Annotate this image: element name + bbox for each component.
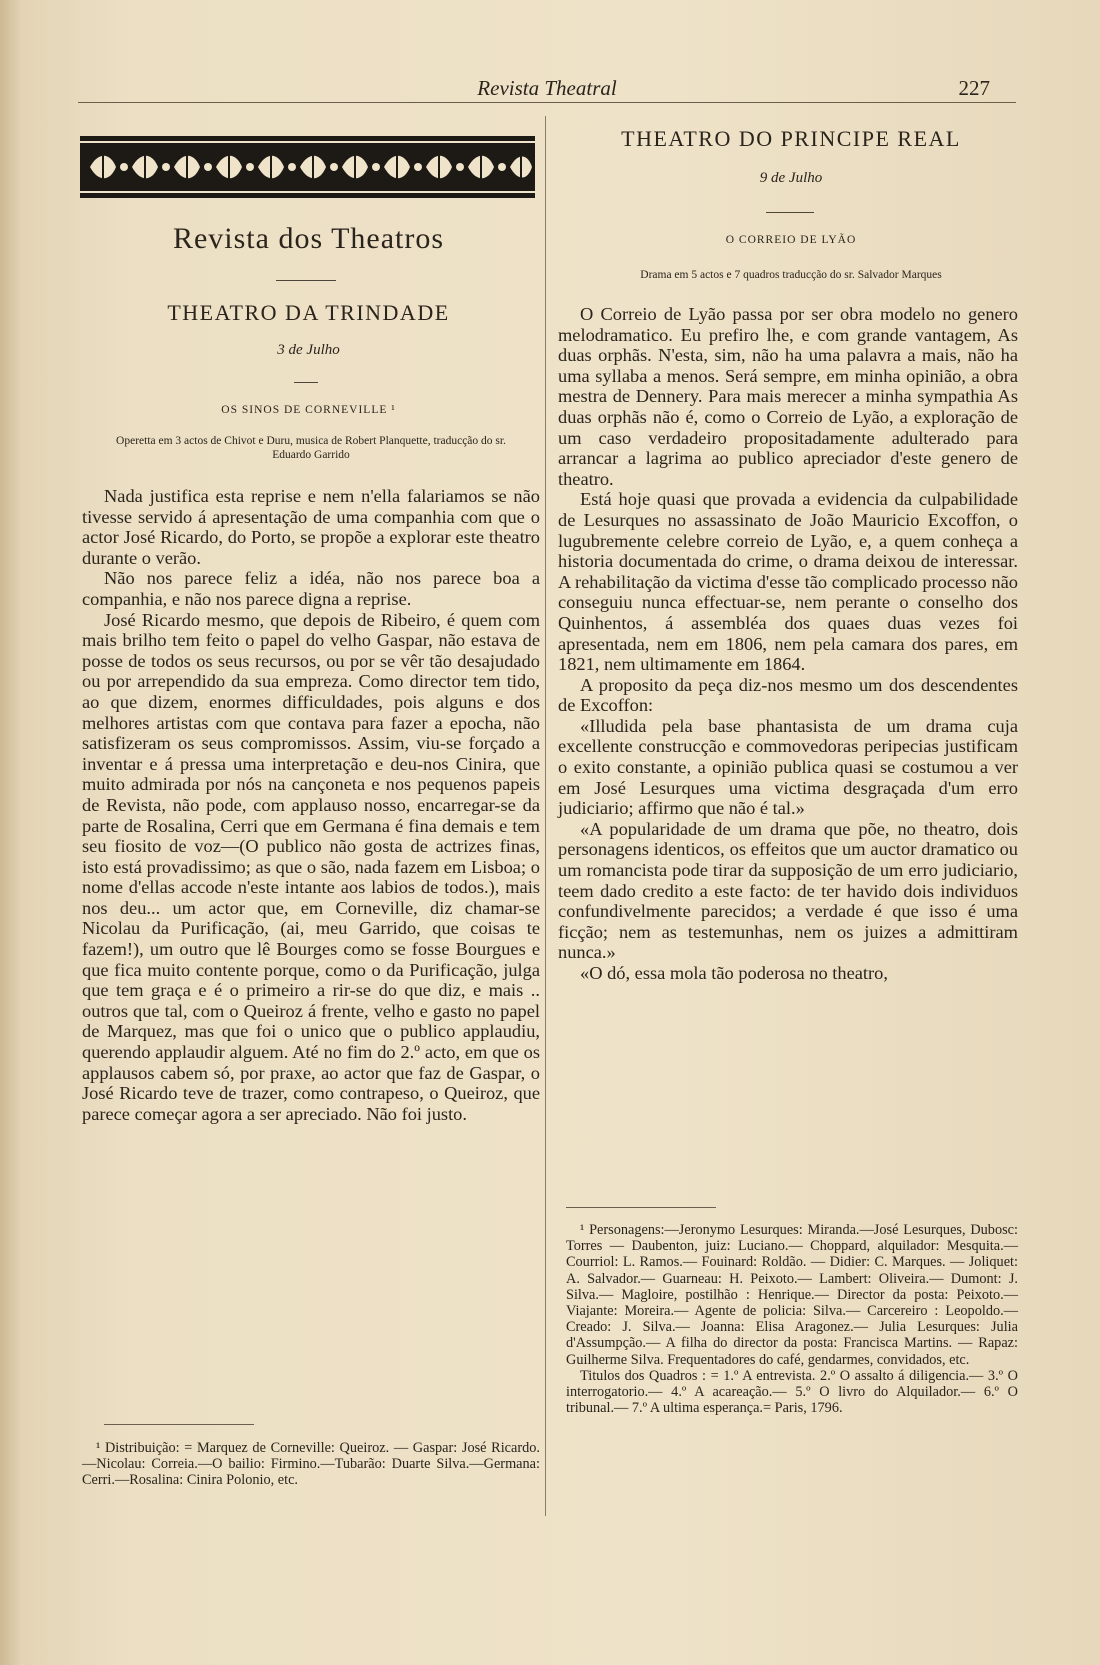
- left-play-title: OS SINOS DE CORNEVILLE ¹: [221, 404, 396, 416]
- section-title: Revista dos Theatros: [172, 222, 445, 255]
- right-theatre-title: THEATRO DO PRINCIPE REAL: [621, 126, 961, 151]
- ornamental-band: [80, 136, 535, 198]
- right-article-body: [558, 304, 1018, 984]
- right-paragraph: «A popularidade de um drama que põe, no theatro, dois personagens identicos, os effeitos que um auctor dramatico ou um romancista pode tirar da supposição de um erro judiciario, teem dado credito a este facto: de ter havido dois individuos confundivelmente parecidos; a verdade é que isso é uma ficção; nem as testemunhas, nem os juizes a admittiram nunca.»: [558, 818, 1018, 963]
- right-play-subtitle: Drama em 5 actos e 7 quadros traducção do sr. Salvador Marques: [640, 269, 942, 281]
- right-paragraph: «O dó, essa mola tão poderosa no theatro,: [580, 963, 888, 983]
- left-paragraph: José Ricardo mesmo, que depois de Ribeiro, é quem com mais brilho tem feito o papel do velho Gaspar, não estava de posse de todos os seus recursos, ou por se vêr tão desajudado ou por arrependido da sua empreza. Como director tem tido, ao que dizem, enormes difficuldades, pois alguns e dos melhores artistas com que contava para fazer a epocha, não satisfizeram os seus compromissos. Assim, viu-se forçado a inventar e á pressa uma interpretação e deu-nos Cinira, que muito admirada por nós na cançoneta e nos pequenos papeis de Revista, não pode, com applauso nosso, encarregar-se da parte de Rosalina, Cerri que em Germana é fina demais e tem seu fiosito de voz—(O publico não gosta de actrizes finas, isto está provadissimo; as que o são, nada fazem em Lisboa; o nome d'ellas accode n'este intante aos labios de todos.), mais nos deu... um actor que, em Corneville, diz chamar-se Nicolau da Purificação, (ai, meu Garrido, que coisas te fazem!), um outro que lê Bourges como se fosse Bourgues e que fica muito contente porque, como o da Purificação, julga que tem graça e é o primeiro a rir-se do que diz, e mais .. outros que tal, com o Queiroz á frente, velho e gasto no papel de Marquez, mas que foi o unico que o publico applaudiu, querendo applaudir alguem. Até no fim do 2.º acto, em que os applausos cabem só, por praxe, ao actor que faz de Gaspar, o José Ricardo teve de trazer, como contrapeso, o Queiroz, que parece começar agora a ser apreciado. Não foi justo.: [82, 609, 540, 1124]
- right-play-title: O CORREIO DE LYÃO: [725, 234, 857, 246]
- page-edge-shadow: [0, 0, 22, 1665]
- right-paragraph: «Illudida pela base phantasista de um drama cuja excellente construcção e commovedoras peripecias justificam o exito constante, a opinião publica quasi se costumou a ver em José Lesurques uma victima desgraçada d'um erro judiciario; affirmo que não é tal.»: [558, 715, 1018, 819]
- right-footnote-rule: [566, 1207, 716, 1208]
- left-footnote-text: ¹ Distribuição: = Marquez de Corneville: Queiroz. — Gaspar: José Ricardo.—Nicolau: Correia.—O bailio: Firmino.—Tubarão: Duarte Silva.—Germana: Cerri.—Rosalina: Cinira Polonio, etc.: [82, 1440, 540, 1489]
- running-title: Revista Theatral: [477, 76, 617, 100]
- left-paragraph: Nada justifica esta reprise e nem n'ella falariamos se não tivesse servido á apresentação de uma companhia com que o actor José Ricardo, do Porto, se propõe a explorar este theatro durante o verão.: [82, 486, 540, 568]
- left-theatre-title: THEATRO DA TRINDADE: [167, 300, 450, 325]
- date-rule: [294, 382, 318, 383]
- right-paragraph: A proposito da peça diz-nos mesmo um dos descendentes de Excoffon:: [558, 674, 1018, 716]
- left-date: 3 de Julho: [277, 342, 340, 358]
- right-footnote-text: Titulos dos Quadros : = 1.º A entrevista. 2.º O assalto á diligencia.— 3.º O interrogatorio.— 4.º A acareação.— 5.º O livro do Alquilador.— 6.º O tribunal.— 7.º A ultima esperança.= Paris, 1796.: [566, 1367, 1018, 1417]
- column-divider: [545, 116, 546, 1516]
- title-rule: [276, 280, 336, 281]
- left-footnote-rule: [104, 1424, 254, 1425]
- right-paragraph: O Correio de Lyão passa por ser obra modelo no genero melodramatico. Eu prefiro lhe, e com grande vantagem, As duas orphãs. N'esta, sim, não ha uma palavra a mais, não ha uma syllaba a menos. Será sempre, em minha opinião, a obra mestra de Dennery. Para mais merecer a minha sympathia As duas orphãs não é, como o Correio de Lyão, a exploração de um caso verdadeiro propositadamente adulterado para arrancar a lagrima ao publico apreciador d'este genero de theatro.: [558, 304, 1018, 489]
- left-paragraph: Não nos parece feliz a idéa, não nos parece boa a companhia, e não nos parece digna a reprise.: [82, 568, 540, 609]
- right-date-rule: [766, 212, 814, 213]
- left-article-body: [82, 486, 540, 1124]
- left-footnote: [82, 1440, 540, 1489]
- right-footnotes: [566, 1222, 1018, 1416]
- right-footnote-text: ¹ Personagens:—Jeronymo Lesurques: Miranda.—José Lesurques, Dubosc: Torres — Daubenton, juiz: Luciano.— Choppard, alquilador: Mesquita.— Courriol: L. Ramos.— Fouinard: Roldão. — Didier: C. Marques. — Joliquet: A. Salvador.— Guarneau: H. Peixoto.— Lambert: Oliveira.— Dumont: J. Silva.— Magloire, postilhão : Henrique.— Director da posta: Peixoto.— Viajante: Moreira.— Agente de policia: Silva.— Carcereiro : Leopoldo.— Creado: J. Silva.— Joanna: Elisa Aragonez.— Julia Lesurques: Julia d'Assumpção.— A filha do director da posta: Francisca Martins. — Rapaz: Guilherme Silva. Frequentadores do café, gendarmes, convidados, etc.: [566, 1222, 1018, 1368]
- right-date: 9 de Julho: [759, 170, 823, 186]
- page-number: 227: [958, 76, 990, 100]
- running-header: [78, 76, 1016, 103]
- right-paragraph: Está hoje quasi que provada a evidencia da culpabilidade de Lesurques no assassinato de João Mauricio Excoffon, o lugubremente celebre correio de Lyão, e, a quem conheça a historia documentada do crime, o drama deixou de interessar. A rehabilitação da victima d'esse tão complicado processo não conseguiu nunca effectuar-se, nem perante o conselho dos Quinhentos, á assembléa dos quaes duas vezes foi apresentada, nem em 1806, nem pela camara dos pares, em 1821, nem ultimamente em 1864.: [558, 489, 1018, 675]
- left-play-subtitle: Operetta em 3 actos de Chivot e Duru, musica de Robert Planquette, traducção do sr. Eduardo Garrido: [116, 435, 506, 461]
